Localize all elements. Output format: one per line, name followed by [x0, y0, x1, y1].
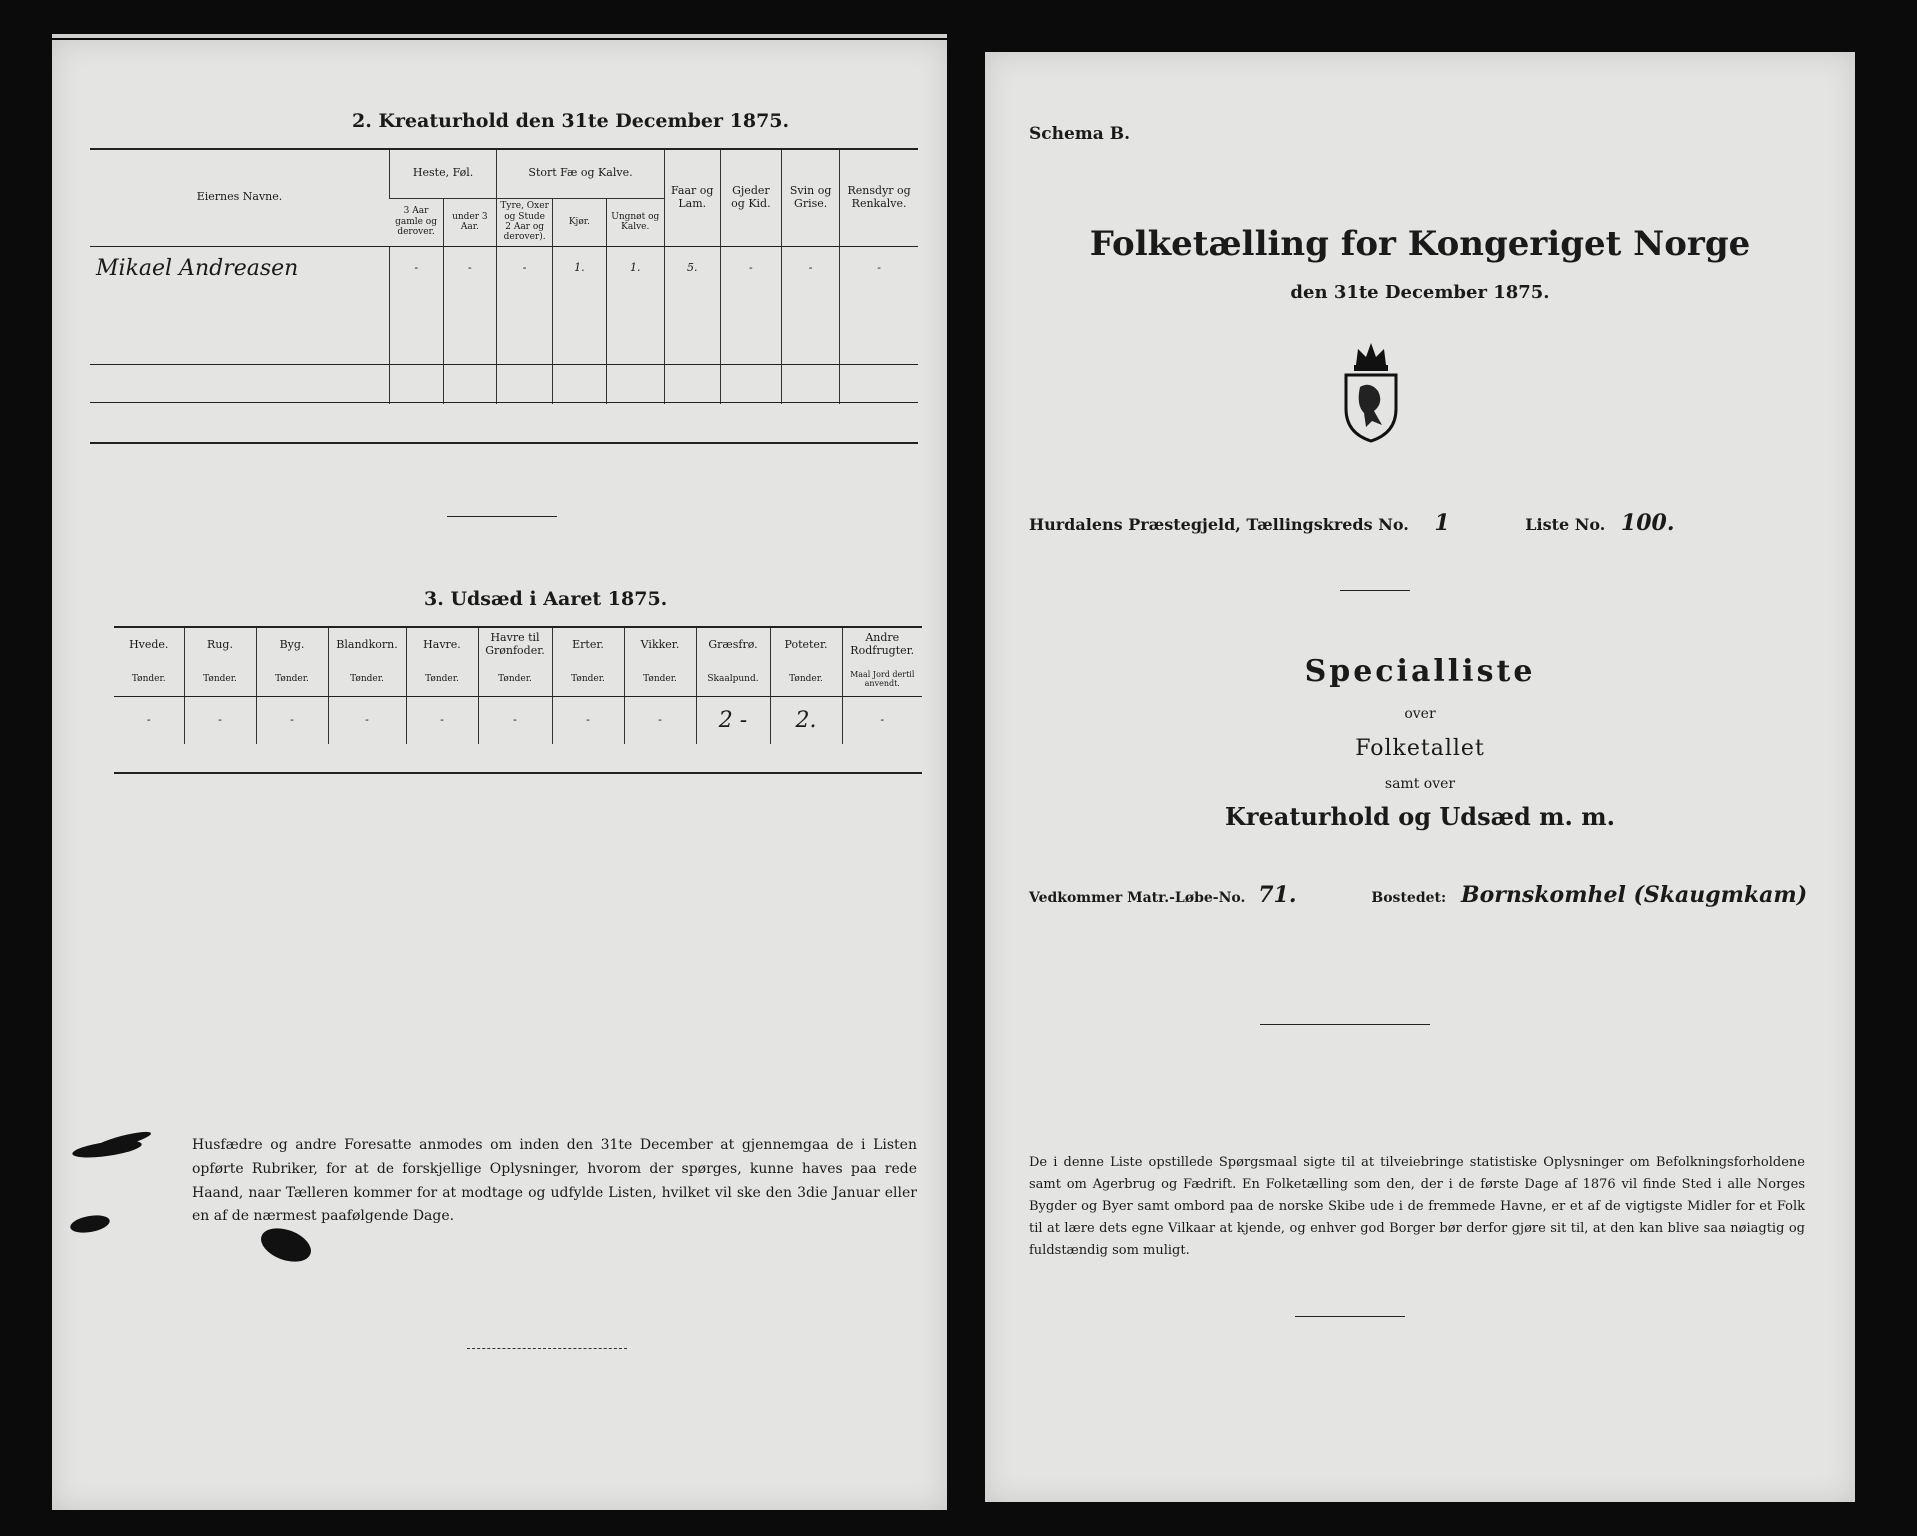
col-blandkorn: Blandkorn.: [328, 628, 406, 662]
list-label: Liste No.: [1525, 515, 1606, 534]
unit-rug: Tønder.: [184, 662, 256, 696]
ink-stain: [69, 1213, 111, 1236]
page-edge: [52, 34, 947, 38]
livestock-table: [90, 150, 918, 404]
page-title: Folketælling for Kongeriget Norge: [1089, 224, 1751, 264]
notice-text: Husfædre og andre Foresatte anmodes om inden den 31te December at gjennemgaa de i Listen opførte Rubriker, for at de forskjellige Oplysninger, hvorom der spørges, kunne haves paa rede Haand, naar Tælleren kommer for at modtage og udfylde Listen, hvilket vil ske den 3die Januar eller en af de nærmest paafølgende Dage.: [192, 1137, 917, 1225]
val-hvede: -: [146, 712, 151, 726]
col-erter: Erter.: [552, 628, 624, 662]
matr-line: [1029, 882, 1807, 908]
folketallet-label: Folketallet: [1355, 736, 1485, 761]
schema-label: Schema B.: [1029, 124, 1131, 144]
special-title: Specialliste: [1304, 654, 1536, 689]
heste-header: Heste, Føl.: [389, 150, 496, 198]
table-bottom-rule: [90, 442, 918, 444]
row-rule: [90, 402, 918, 403]
cell-rensdyr: -: [840, 246, 918, 290]
rensdyr-header: Rensdyr og Renkalve.: [840, 150, 918, 246]
stort-sub2: Kjør.: [553, 198, 607, 246]
col-andre: Andre Rodfrugter.: [842, 628, 922, 662]
heste-sub2: under 3 Aar.: [443, 198, 497, 246]
kreaturhold-label: Kreaturhold og Udsæd m. m.: [1225, 802, 1615, 831]
val-byg: -: [256, 696, 328, 744]
unit-vikker: Tønder.: [624, 662, 696, 696]
section2-title: 2. Kreaturhold den 31te December 1875.: [352, 110, 790, 132]
val-poteter: 2.: [770, 696, 842, 744]
separator: [1340, 590, 1410, 591]
unit-graesfro: Skaalpund.: [696, 662, 770, 696]
unit-erter: Tønder.: [552, 662, 624, 696]
cell-gjeder: -: [720, 246, 781, 290]
val-erter: -: [552, 696, 624, 744]
separator: [447, 516, 557, 517]
cell-faar: 5.: [664, 246, 720, 290]
bosted-value: Bornskomhel (Skaugmkam): [1461, 882, 1808, 908]
col-poteter: Poteter.: [770, 628, 842, 662]
table-row: [90, 366, 918, 404]
col-havre-gronfoder: Havre til Grønfoder.: [478, 628, 552, 662]
unit-andre: Maal Jord dertil anvendt.: [842, 662, 922, 696]
over-label: over: [1404, 706, 1436, 722]
district-label: Hurdalens Præstegjeld, Tællingskreds No.: [1029, 515, 1409, 534]
val-blandkorn: -: [328, 696, 406, 744]
sowing-table: [114, 628, 922, 744]
table-row: [90, 246, 918, 290]
cell-svin: -: [782, 246, 840, 290]
cell-heste-old: -: [389, 246, 443, 290]
samt-over-label: samt over: [1384, 776, 1456, 792]
val-havre-gronfoder: -: [478, 696, 552, 744]
header-rule: [90, 246, 918, 247]
col-hvede: Hvede.: [129, 637, 169, 651]
unit-blandkorn: Tønder.: [328, 662, 406, 696]
stort-header: Stort Fæ og Kalve.: [497, 150, 665, 198]
val-vikker: -: [624, 696, 696, 744]
matr-number: 71.: [1258, 882, 1297, 908]
cell-heste-young: -: [443, 246, 497, 290]
left-page: [52, 40, 947, 1510]
district-number: 1: [1434, 510, 1450, 536]
cell-kjor: 1.: [553, 246, 607, 290]
col-byg: Byg.: [256, 628, 328, 662]
body-text: De i denne Liste opstillede Spørgsmaal sigte til at tilveiebringe statistiske Oplysninger om Befolkningsforholdene samt om Agerbrug og Fædrift. En Folketælling som den, der i de første Dage af 1876 vil finde Sted i alle Norges Bygder og Byer samt ombord paa de norske Skibe ude i de fremmede Havne, er et af de vigtigste Midler for et Folk til at lære dets egne Vilkaar at kjende, og enhver god Borger bør derfor gjøre sit til, at den kan blive saa nøiagtig og fuldstændig som muligt.: [1029, 1155, 1805, 1259]
col-vikker: Vikker.: [624, 628, 696, 662]
heste-sub1: 3 Aar gamle og derover.: [395, 206, 437, 238]
header-rule: [114, 696, 922, 697]
col-rug: Rug.: [184, 628, 256, 662]
table-row: [114, 696, 922, 744]
owner-name: Mikael Andreasen: [96, 255, 299, 281]
table-row: [90, 290, 918, 328]
row-rule: [90, 364, 918, 365]
val-graesfro: 2 -: [696, 696, 770, 744]
unit-havre: Tønder.: [406, 662, 478, 696]
section3-title: 3. Udsæd i Aaret 1875.: [424, 588, 668, 610]
cell-ungnot: 1.: [606, 246, 664, 290]
gjeder-header: Gjeder og Kid.: [720, 150, 781, 246]
coat-of-arms-icon: [1336, 337, 1406, 447]
unit-hvede: Tønder.: [131, 673, 166, 684]
unit-poteter: Tønder.: [770, 662, 842, 696]
right-page: [985, 52, 1855, 1502]
val-havre: -: [406, 696, 478, 744]
cell-tyre: -: [497, 246, 553, 290]
unit-havre-gronfoder: Tønder.: [478, 662, 552, 696]
bosted-label: Bostedet:: [1371, 890, 1447, 906]
owner-header: Eiernes Navne.: [196, 190, 283, 204]
svin-header: Svin og Grise.: [782, 150, 840, 246]
table-row: [90, 328, 918, 366]
district-line: [1029, 510, 1674, 536]
list-number: 100.: [1620, 510, 1675, 536]
matr-label: Vedkommer Matr.-Løbe-No.: [1029, 890, 1246, 906]
col-graesfro: Græsfrø.: [696, 628, 770, 662]
separator: [467, 1348, 627, 1349]
stort-sub1: Tyre, Oxer og Stude 2 Aar og derover).: [497, 198, 553, 246]
unit-byg: Tønder.: [256, 662, 328, 696]
val-rug: -: [184, 696, 256, 744]
separator: [1295, 1316, 1405, 1317]
faar-header: Faar og Lam.: [664, 150, 720, 246]
col-havre: Havre.: [406, 628, 478, 662]
val-andre: -: [842, 696, 922, 744]
table-bottom-rule: [114, 772, 922, 774]
date-line: den 31te December 1875.: [1290, 282, 1550, 303]
stort-sub3: Ungnøt og Kalve.: [606, 198, 664, 246]
separator: [1260, 1024, 1430, 1025]
